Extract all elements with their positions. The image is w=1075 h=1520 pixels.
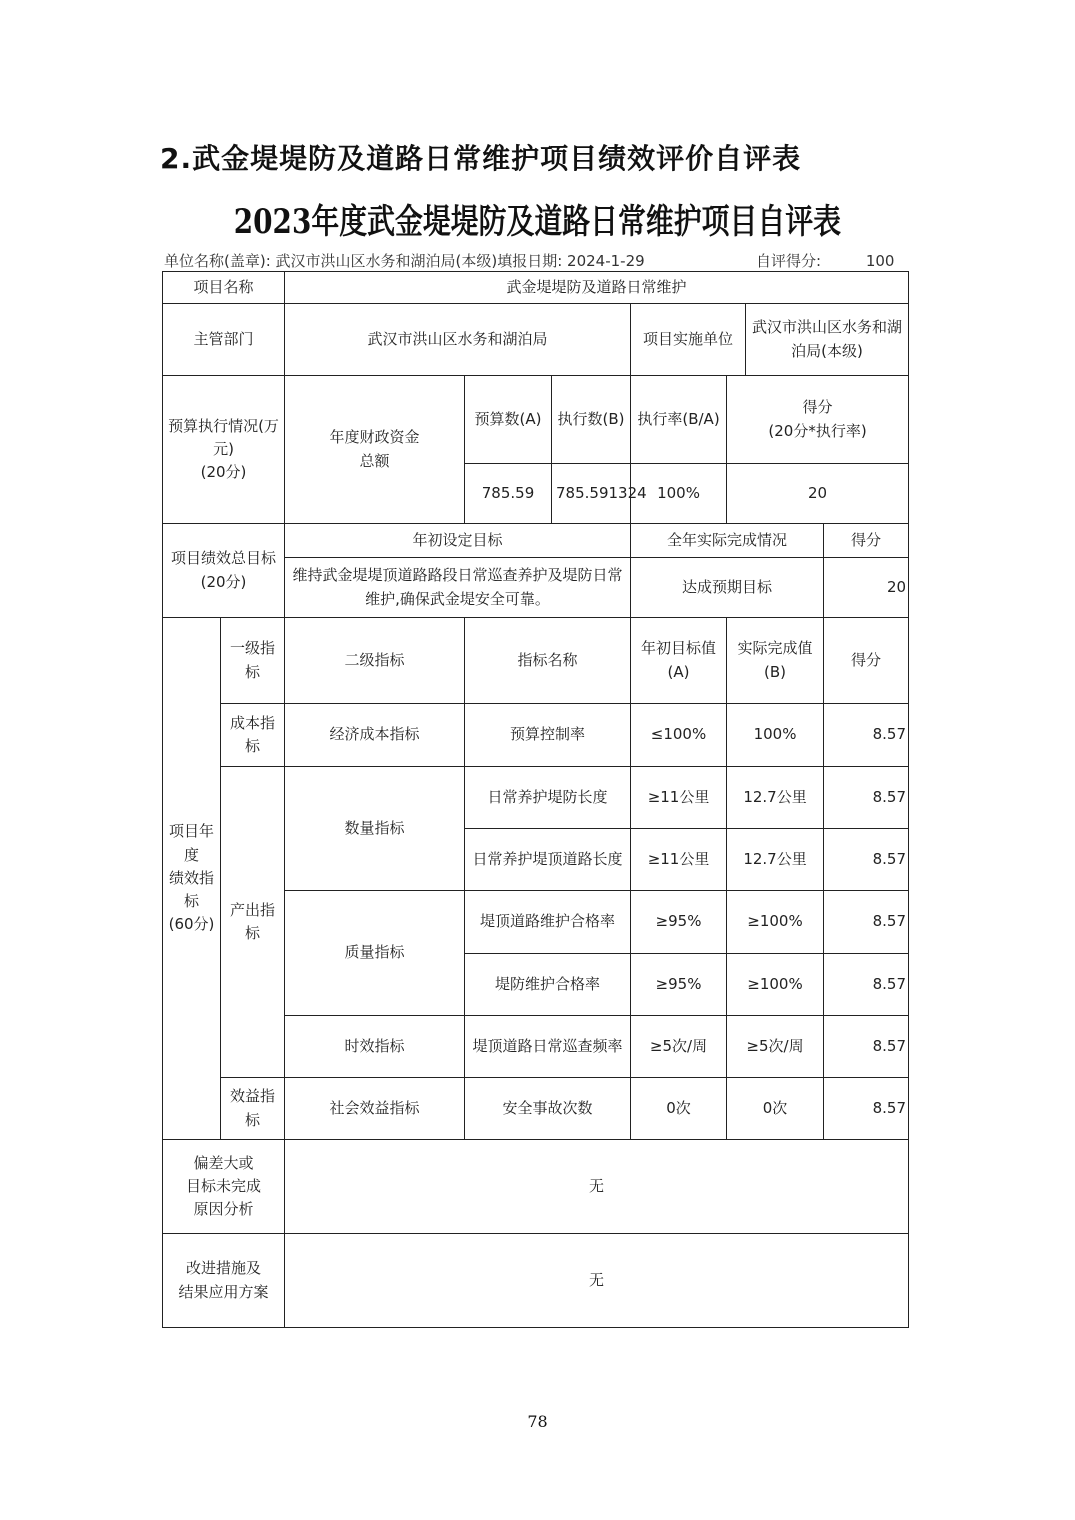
deviation-label-line2: 目标未完成 [186, 1176, 262, 1195]
indicator-level2: 数量指标 [285, 767, 465, 891]
header-indicator-name: 指标名称 [465, 618, 631, 704]
deviation-label [163, 1140, 285, 1234]
deviation-value: 无 [285, 1140, 909, 1234]
budget-col-score [727, 376, 909, 464]
indicator-actual: 12.7公里 [727, 829, 824, 891]
implementing-unit-value: 武汉市洪山区水务和湖泊局(本级) [746, 304, 909, 376]
deviation-label-line3: 原因分析 [193, 1200, 254, 1219]
overall-actual-value: 达成预期目标 [631, 558, 824, 618]
indicator-score: 8.57 [824, 1078, 909, 1140]
header-level1: 一级指标 [221, 618, 285, 704]
overall-label: 项目绩效总目标(20分) [163, 524, 285, 618]
annual-funds-label [285, 376, 465, 524]
header-target-line2: (A) [667, 662, 690, 681]
overall-target-value: 维持武金堤堤顶道路路段日常巡查养护及堤防日常维护,确保武金堤安全可靠。 [285, 558, 631, 618]
indicator-name: 安全事故次数 [465, 1078, 631, 1140]
indicator-score: 8.57 [824, 954, 909, 1016]
budget-col-score-line1: 得分 [802, 398, 833, 417]
self-score-label: 自评得分: [756, 252, 822, 270]
project-name-label: 项目名称 [163, 272, 285, 304]
indicator-group-line3: (60分) [168, 915, 215, 934]
indicator-score: 8.57 [824, 829, 909, 891]
budget-label-line1: 预算执行情况(万元) [168, 416, 279, 458]
indicator-level2: 时效指标 [285, 1016, 465, 1078]
indicator-target: ≤100% [631, 704, 727, 767]
overall-col-target: 年初设定目标 [285, 524, 631, 558]
evaluation-table [162, 271, 909, 1328]
header-actual-line1: 实际完成值 [737, 639, 813, 658]
improvement-label-line1: 改进措施及 [186, 1259, 262, 1278]
indicator-level2: 经济成本指标 [285, 704, 465, 767]
indicator-target: ≥95% [631, 891, 727, 954]
header-score: 得分 [824, 618, 909, 704]
budget-a-value: 785.59 [465, 464, 552, 524]
indicator-score: 8.57 [824, 767, 909, 829]
header-actual [727, 618, 824, 704]
indicator-name: 堤顶道路日常巡查频率 [465, 1016, 631, 1078]
section-heading: 2.武金堤堤防及道路日常维护项目绩效评价自评表 [160, 142, 802, 175]
indicator-group-label [163, 618, 221, 1140]
annual-funds-label-line1: 年度财政资金 [329, 428, 420, 447]
improvement-label [163, 1234, 285, 1328]
indicator-actual: 0次 [727, 1078, 824, 1140]
project-name-value: 武金堤堤防及道路日常维护 [285, 272, 909, 304]
deviation-label-line1: 偏差大或 [193, 1153, 254, 1172]
indicator-target: ≥11公里 [631, 767, 727, 829]
indicator-name: 堤顶道路维护合格率 [465, 891, 631, 954]
department-label: 主管部门 [163, 304, 285, 376]
budget-col-a: 预算数(A) [465, 376, 552, 464]
overall-score-value: 20 [824, 558, 909, 618]
self-score-value: 100 [865, 252, 895, 270]
budget-rate-value: 100% [631, 464, 727, 524]
indicator-group-line1: 项目年度 [168, 822, 214, 864]
indicator-level1: 效益指标 [221, 1078, 285, 1140]
deviation-row [163, 1140, 909, 1234]
self-score-info [756, 250, 894, 271]
indicator-score: 8.57 [824, 1016, 909, 1078]
project-name-row [163, 272, 909, 304]
indicator-row [163, 1078, 909, 1140]
indicator-target: 0次 [631, 1078, 727, 1140]
indicator-level2: 社会效益指标 [285, 1078, 465, 1140]
budget-header-row [163, 376, 909, 464]
indicator-actual: ≥100% [727, 891, 824, 954]
budget-score-value: 20 [727, 464, 909, 524]
indicator-score: 8.57 [824, 891, 909, 954]
budget-b-value: 785.591324 [552, 464, 631, 524]
indicator-row [163, 767, 909, 829]
header-level2: 二级指标 [285, 618, 465, 704]
indicator-header-row [163, 618, 909, 704]
indicator-name: 堤防维护合格率 [465, 954, 631, 1016]
indicator-group-line2: 绩效指标 [168, 868, 214, 911]
department-value: 武汉市洪山区水务和湖泊局 [285, 304, 631, 376]
indicator-row [163, 704, 909, 767]
header-target-line1: 年初目标值 [641, 639, 717, 658]
page-number: 78 [527, 1412, 548, 1431]
improvement-value: 无 [285, 1234, 909, 1328]
header-target [631, 618, 727, 704]
budget-col-score-line2: (20分*执行率) [768, 421, 867, 440]
unit-info: 单位名称(盖章): 武汉市洪山区水务和湖泊局(本级)填报日期: 2024-1-29 [164, 252, 645, 270]
indicator-level1: 产出指标 [221, 767, 285, 1078]
indicator-target: ≥95% [631, 954, 727, 1016]
indicator-name: 日常养护堤顶道路长度 [465, 829, 631, 891]
form-title: 2023年度武金堤堤防及道路日常维护项目自评表 [233, 202, 842, 242]
improvement-row [163, 1234, 909, 1328]
indicator-level1: 成本指标 [221, 704, 285, 767]
budget-label [163, 376, 285, 524]
overall-header-row [163, 524, 909, 558]
indicator-name: 日常养护堤防长度 [465, 767, 631, 829]
improvement-label-line2: 结果应用方案 [178, 1282, 269, 1301]
indicator-name: 预算控制率 [465, 704, 631, 767]
indicator-actual: 12.7公里 [727, 767, 824, 829]
budget-label-line2: (20分) [200, 463, 247, 482]
indicator-actual: ≥100% [727, 954, 824, 1016]
indicator-target: ≥11公里 [631, 829, 727, 891]
annual-funds-label-line2: 总额 [359, 451, 390, 470]
budget-col-rate: 执行率(B/A) [631, 376, 727, 464]
indicator-target: ≥5次/周 [631, 1016, 727, 1078]
overall-col-score: 得分 [824, 524, 909, 558]
department-row [163, 304, 909, 376]
budget-col-b: 执行数(B) [552, 376, 631, 464]
header-actual-line2: (B) [764, 662, 787, 681]
indicator-level2: 质量指标 [285, 891, 465, 1016]
implementing-unit-label: 项目实施单位 [631, 304, 746, 376]
indicator-actual: ≥5次/周 [727, 1016, 824, 1078]
overall-col-actual: 全年实际完成情况 [631, 524, 824, 558]
indicator-score: 8.57 [824, 704, 909, 767]
indicator-actual: 100% [727, 704, 824, 767]
